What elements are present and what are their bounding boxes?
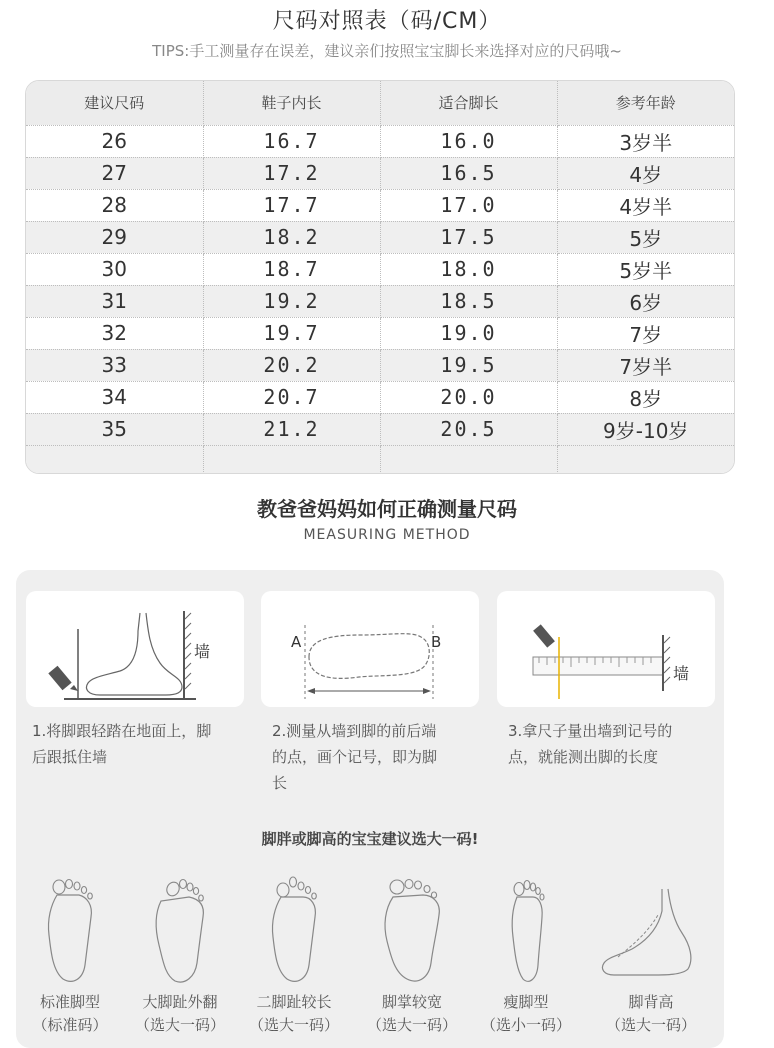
foot-type-standard	[20, 875, 120, 1045]
wall-label: 墙	[673, 664, 690, 683]
foot-type-advice: （选大一码）	[605, 1016, 696, 1034]
step-1-text: 1.将脚跟轻踏在地面上，脚 后跟抵住墙	[32, 722, 212, 766]
measure-title: 教爸爸妈妈如何正确测量尺码	[257, 497, 517, 521]
column-header: 建议尺码	[26, 81, 203, 125]
point-b-label: B	[431, 633, 442, 651]
size-table	[25, 80, 735, 474]
table-cell: 18.0	[380, 253, 557, 285]
foot-type-long-second-toe	[244, 875, 344, 1045]
table-cell: 5岁	[557, 221, 734, 253]
table-row	[26, 221, 734, 253]
foot-type-thin	[476, 875, 576, 1045]
step-3-text: 3.拿尺子量出墙到记号的 点，就能测出脚的长度	[508, 722, 673, 766]
table-cell: 6岁	[557, 285, 734, 317]
foot-type-name: 脚掌较宽	[381, 993, 442, 1011]
foot-type-bunion	[130, 875, 230, 1045]
foot-type-name: 瘦脚型	[503, 993, 549, 1011]
long-second-toe-foot-icon	[259, 875, 329, 987]
table-cell	[557, 445, 734, 474]
high-instep-foot-icon	[596, 875, 706, 987]
table-cell: 18.5	[380, 285, 557, 317]
foot-type-advice: （选大一码）	[134, 1016, 225, 1034]
column-header: 鞋子内长	[203, 81, 380, 125]
table-cell: 19.0	[380, 317, 557, 349]
foot-type-advice: （标准码）	[32, 1016, 108, 1034]
table-cell: 33	[26, 349, 203, 381]
foot-type-wide	[362, 875, 462, 1045]
measure-panel	[16, 570, 724, 1048]
table-header-row	[26, 81, 734, 125]
table-cell: 31	[26, 285, 203, 317]
thin-foot-icon	[491, 875, 561, 987]
table-row	[26, 349, 734, 381]
table-cell: 17.5	[380, 221, 557, 253]
table-cell: 20.5	[380, 413, 557, 445]
table-cell: 32	[26, 317, 203, 349]
table-cell: 17.2	[203, 157, 380, 189]
table-row	[26, 381, 734, 413]
table-cell: 18.7	[203, 253, 380, 285]
column-header: 适合脚长	[380, 81, 557, 125]
table-cell: 4岁半	[557, 189, 734, 221]
table-cell: 16.0	[380, 125, 557, 157]
standard-foot-icon	[35, 875, 105, 987]
table-cell: 20.2	[203, 349, 380, 381]
table-cell: 29	[26, 221, 203, 253]
step-2-text: 2.测量从墙到脚的前后端 的点，画个记号，即为脚 长	[272, 722, 438, 792]
table-cell: 17.7	[203, 189, 380, 221]
table-cell: 8岁	[557, 381, 734, 413]
table-cell: 3岁半	[557, 125, 734, 157]
table-cell	[380, 445, 557, 474]
size-advice: 脚胖或脚高的宝宝建议选大一码!	[261, 830, 479, 848]
bunion-foot-icon	[145, 875, 215, 987]
ruler-measure-icon	[497, 591, 715, 707]
table-cell: 26	[26, 125, 203, 157]
table-cell: 4岁	[557, 157, 734, 189]
table-cell: 35	[26, 413, 203, 445]
table-cell: 28	[26, 189, 203, 221]
table-cell: 7岁半	[557, 349, 734, 381]
table-cell: 9岁-10岁	[557, 413, 734, 445]
table-cell: 19.5	[380, 349, 557, 381]
page-title: 尺码对照表（码/CM）	[272, 9, 502, 34]
table-row	[26, 317, 734, 349]
foot-type-name: 大脚趾外翻	[142, 993, 218, 1011]
tips-text: TIPS:手工测量存在误差，建议亲们按照宝宝脚长来选择对应的尺码哦~	[152, 42, 622, 60]
column-header: 参考年龄	[557, 81, 734, 125]
foot-type-advice: （选大一码）	[248, 1016, 339, 1034]
table-cell: 21.2	[203, 413, 380, 445]
foot-against-wall-icon	[26, 591, 244, 707]
table-cell: 17.0	[380, 189, 557, 221]
table-cell: 20.7	[203, 381, 380, 413]
table-cell: 16.7	[203, 125, 380, 157]
step-3-illustration	[497, 591, 715, 707]
foot-type-advice: （选小一码）	[480, 1016, 571, 1034]
table-row	[26, 253, 734, 285]
table-row	[26, 189, 734, 221]
foot-type-advice: （选大一码）	[366, 1016, 457, 1034]
step-2-illustration	[261, 591, 479, 707]
table-cell: 16.5	[380, 157, 557, 189]
foot-type-name: 标准脚型	[39, 993, 100, 1011]
wide-foot-icon	[377, 875, 447, 987]
foot-type-name: 二脚趾较长	[256, 993, 332, 1011]
table-cell	[26, 445, 203, 474]
table-cell: 34	[26, 381, 203, 413]
wall-label: 墙	[194, 642, 211, 661]
table-cell: 20.0	[380, 381, 557, 413]
table-cell: 30	[26, 253, 203, 285]
step-1-illustration	[26, 591, 244, 707]
table-row	[26, 285, 734, 317]
table-row-empty	[26, 445, 734, 474]
table-row	[26, 413, 734, 445]
table-cell: 27	[26, 157, 203, 189]
table-cell: 19.7	[203, 317, 380, 349]
table-cell: 18.2	[203, 221, 380, 253]
table-row	[26, 125, 734, 157]
table-cell: 7岁	[557, 317, 734, 349]
foot-type-name: 脚背高	[628, 993, 674, 1011]
point-a-label: A	[291, 633, 302, 651]
table-cell: 5岁半	[557, 253, 734, 285]
measure-subtitle: MEASURING METHOD	[303, 527, 471, 543]
table-row	[26, 157, 734, 189]
table-cell: 19.2	[203, 285, 380, 317]
table-cell	[203, 445, 380, 474]
foot-type-high-instep	[596, 875, 706, 1045]
